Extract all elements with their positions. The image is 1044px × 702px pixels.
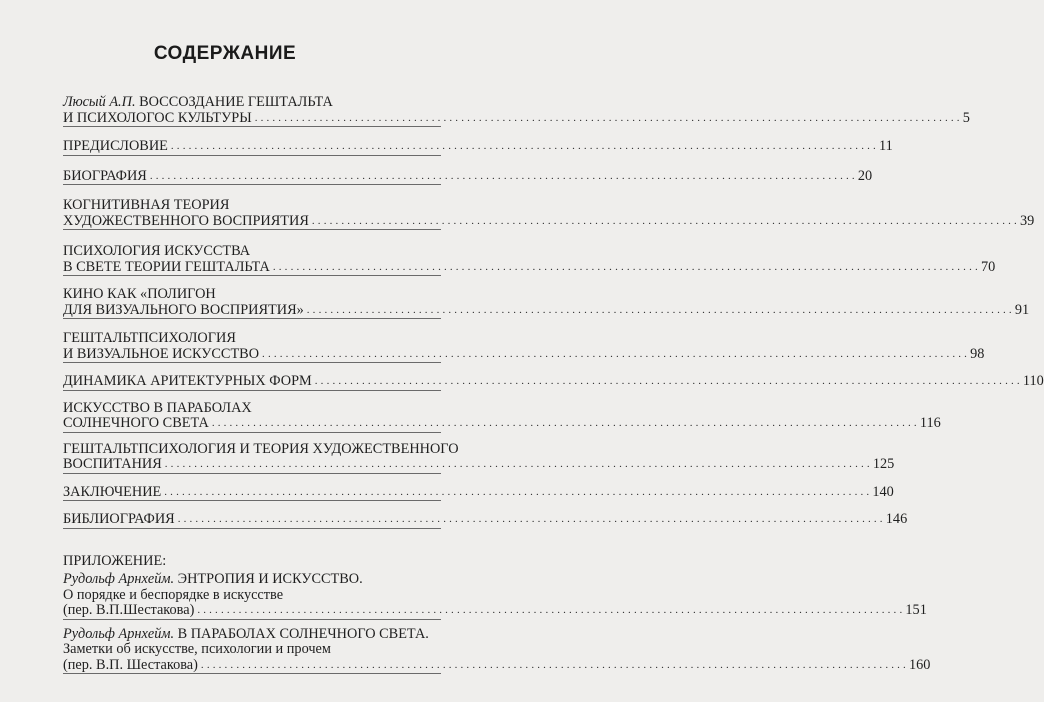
toc-entry-line	[63, 642, 441, 658]
dot-leader: . . . . . . . . . . . . . . . . . . . . . . . . . . . . . . . . . . . . . . . . . . . . . . . . . . . . . . . . . . . . . . . . . . . . . . . . . . . . . . . . . . . . . . . . . . . . . . . . . . . . . . . . . . . . . . . . . . . . . . . .	[170, 140, 876, 152]
toc-entry-title: ВОССОЗДАНИЕ ГЕШТАЛЬТА	[139, 94, 333, 110]
toc-entry-title: И ВИЗУАЛЬНОЕ ИСКУССТВО	[63, 345, 260, 362]
page-number: 116	[919, 415, 941, 431]
toc-entry[interactable]	[63, 474, 894, 502]
toc-entry-line	[63, 198, 441, 214]
toc-entry-line	[63, 511, 908, 528]
toc-entry[interactable]	[63, 185, 1035, 230]
toc-entry-line	[63, 95, 441, 111]
toc-entry-title: И ПСИХОЛОГОС КУЛЬТУРЫ	[63, 109, 252, 126]
toc-entry[interactable]	[63, 363, 1044, 391]
toc-entry-line	[63, 456, 895, 473]
toc-entry[interactable]	[63, 501, 908, 529]
appendix-heading: ПРИЛОЖЕНИЕ:	[63, 552, 167, 569]
page-number: 39	[1019, 212, 1035, 229]
dot-leader: . . . . . . . . . . . . . . . . . . . . . . . . . . . . . . . . . . . . . . . . . . . . . . . . . . . . . . . . . . . . . . . . . . . . . . . . . . . . . . . . . . . . . . . . . . . . . . . . . . . . . . . . . . . . . . . . . . . . . . . .	[149, 169, 855, 182]
toc-entry-title: ПСИХОЛОГИЯ ИСКУССТВА	[63, 243, 251, 259]
dot-leader: . . . . . . . . . . . . . . . . . . . . . . . . . . . . . . . . . . . . . . . . . . . . . . . . . . . . . . . . . . . . . . . . . . . . . . . . . . . . . . . . . . . . . . . . . . . . . . . . . . . . . . . . . . . . . . . . . . . . . . . .	[262, 347, 968, 360]
page-number: 160	[908, 656, 931, 673]
author-name: Рудольф Арнхейм.	[63, 625, 175, 642]
page-number: 70	[980, 258, 996, 275]
toc-entry-title: КОГНИТИВНАЯ ТЕОРИЯ	[63, 197, 230, 213]
toc-entry-line	[63, 627, 441, 643]
toc-entry-title: ЭНТРОПИЯ И ИСКУССТВО.	[177, 571, 363, 587]
toc-entry-line	[63, 244, 441, 260]
toc-entry-line	[63, 588, 441, 604]
page-number: 5	[962, 109, 970, 126]
page-number: 125	[872, 456, 895, 472]
toc-entry-line	[63, 287, 441, 303]
table-of-contents	[63, 94, 1044, 674]
toc-entry-line	[63, 440, 459, 458]
toc-entry-line	[63, 212, 1035, 230]
toc-entry-line	[63, 656, 931, 674]
toc-entry-title: СОЛНЕЧНОГО СВЕТА	[63, 415, 209, 431]
toc-entry[interactable]	[63, 529, 927, 620]
toc-entry[interactable]	[63, 127, 893, 156]
toc-entry-line	[63, 415, 941, 432]
toc-entry-title: ДЛЯ ВИЗУАЛЬНОГО ВОСПРИЯТИЯ»	[63, 301, 304, 318]
dot-leader: . . . . . . . . . . . . . . . . . . . . . . . . . . . . . . . . . . . . . . . . . . . . . . . . . . . . . . . . . . . . . . . . . . . . . . . . . . . . . . . . . . . . . . . . . . . . . . . . . . . . . . . . . . . . . . . . . . . . . . . .	[200, 658, 906, 671]
toc-entry-title: ГЕШТАЛЬТПСИХОЛОГИЯ И ТЕОРИЯ ХУДОЖЕСТВЕННОГО	[63, 440, 459, 457]
page-number: 110	[1022, 373, 1044, 389]
dot-leader: . . . . . . . . . . . . . . . . . . . . . . . . . . . . . . . . . . . . . . . . . . . . . . . . . . . . . . . . . . . . . . . . . . . . . . . . . . . . . . . . . . . . . . . . . . . . . . . . . . . . . . . . . . . . . . . . . . . . . . . .	[314, 375, 1020, 387]
page-number: 140	[872, 483, 894, 500]
toc-entry-line	[63, 258, 996, 276]
toc-entry[interactable]	[63, 94, 970, 127]
dot-leader: . . . . . . . . . . . . . . . . . . . . . . . . . . . . . . . . . . . . . . . . . . . . . . . . . . . . . . . . . . . . . . . . . . . . . . . . . . . . . . . . . . . . . . . . . . . . . . . . . . . . . . . . . . . . . . . . . . . . . . . .	[272, 260, 978, 273]
dot-leader: . . . . . . . . . . . . . . . . . . . . . . . . . . . . . . . . . . . . . . . . . . . . . . . . . . . . . . . . . . . . . . . . . . . . . . . . . . . . . . . . . . . . . . . . . . . . . . . . . . . . . . . . . . . . . . . . . . . . . . . .	[254, 111, 960, 124]
dot-leader: . . . . . . . . . . . . . . . . . . . . . . . . . . . . . . . . . . . . . . . . . . . . . . . . . . . . . . . . . . . . . . . . . . . . . . . . . . . . . . . . . . . . . . . . . . . . . . . . . . . . . . . . . . . . . . . . . . . . . . . .	[164, 458, 870, 470]
author-name: Рудольф Арнхейм.	[63, 571, 175, 587]
toc-entry-title: (пер. В.П.Шестакова)	[63, 602, 195, 618]
dot-leader: . . . . . . . . . . . . . . . . . . . . . . . . . . . . . . . . . . . . . . . . . . . . . . . . . . . . . . . . . . . . . . . . . . . . . . . . . . . . . . . . . . . . . . . . . . . . . . . . . . . . . . . . . . . . . . . . . . . . . . . .	[197, 604, 903, 616]
toc-entry-line	[63, 483, 894, 501]
toc-entry-title: ХУДОЖЕСТВЕННОГО ВОСПРИЯТИЯ	[63, 212, 309, 229]
toc-entry-title: (пер. В.П. Шестакова)	[63, 656, 198, 673]
toc-entry-line	[63, 373, 1044, 390]
toc-entry-title: Заметки об искусстве, психологии и прочем	[63, 641, 331, 657]
toc-entry-line	[63, 109, 970, 127]
toc-entry-line	[63, 572, 441, 588]
page-number: 20	[857, 167, 873, 184]
author-name: Люсый А.П.	[63, 94, 136, 110]
toc-entry-line	[63, 167, 873, 185]
toc-entry[interactable]	[63, 156, 873, 186]
toc-entry[interactable]	[63, 276, 1030, 319]
toc-entry-title: В ПАРАБОЛАХ СОЛНЕЧНОГО СВЕТА.	[177, 625, 429, 642]
toc-entry-title: ГЕШТАЛЬТПСИХОЛОГИЯ	[63, 330, 236, 346]
toc-entry-line	[63, 345, 985, 363]
dot-leader: . . . . . . . . . . . . . . . . . . . . . . . . . . . . . . . . . . . . . . . . . . . . . . . . . . . . . . . . . . . . . . . . . . . . . . . . . . . . . . . . . . . . . . . . . . . . . . . . . . . . . . . . . . . . . . . . . . . . . . . .	[177, 513, 883, 525]
page-number: 98	[970, 345, 985, 362]
page-number: 151	[905, 602, 927, 618]
toc-entry[interactable]	[63, 230, 996, 276]
toc-entry[interactable]	[63, 433, 895, 474]
dot-leader: . . . . . . . . . . . . . . . . . . . . . . . . . . . . . . . . . . . . . . . . . . . . . . . . . . . . . . . . . . . . . . . . . . . . . . . . . . . . . . . . . . . . . . . . . . . . . . . . . . . . . . . . . . . . . . . . . . . . . . . .	[211, 417, 917, 429]
toc-entry[interactable]	[63, 391, 941, 433]
toc-entry-title: ПРЕДИСЛОВИЕ	[63, 138, 168, 154]
toc-entry-title: О порядке и беспорядке в искусстве	[63, 586, 284, 603]
toc-entry[interactable]	[63, 620, 931, 675]
toc-entry-title: ЗАКЛЮЧЕНИЕ	[63, 483, 162, 500]
dot-leader: . . . . . . . . . . . . . . . . . . . . . . . . . . . . . . . . . . . . . . . . . . . . . . . . . . . . . . . . . . . . . . . . . . . . . . . . . . . . . . . . . . . . . . . . . . . . . . . . . . . . . . . . . . . . . . . . . . . . . . . .	[306, 303, 1012, 316]
page-number: 11	[878, 138, 893, 154]
contents-heading: СОДЕРЖАНИЕ	[153, 43, 297, 64]
toc-entry-title: ДИНАМИКА АРИТЕКТУРНЫХ ФОРМ	[63, 373, 312, 389]
toc-entry-title: ВОСПИТАНИЯ	[63, 456, 162, 472]
toc-entry-line	[63, 331, 441, 347]
toc-entry-title: ИСКУССТВО В ПАРАБОЛАХ	[63, 399, 252, 416]
dot-leader: . . . . . . . . . . . . . . . . . . . . . . . . . . . . . . . . . . . . . . . . . . . . . . . . . . . . . . . . . . . . . . . . . . . . . . . . . . . . . . . . . . . . . . . . . . . . . . . . . . . . . . . . . . . . . . . . . . . . . . . .	[311, 214, 1017, 227]
dot-leader: . . . . . . . . . . . . . . . . . . . . . . . . . . . . . . . . . . . . . . . . . . . . . . . . . . . . . . . . . . . . . . . . . . . . . . . . . . . . . . . . . . . . . . . . . . . . . . . . . . . . . . . . . . . . . . . . . . . . . . . .	[164, 485, 870, 498]
toc-entry-title: БИБЛИОГРАФИЯ	[63, 511, 175, 527]
toc-entry-title: В СВЕТЕ ТЕОРИИ ГЕШТАЛЬТА	[63, 258, 270, 275]
toc-entry-line	[63, 602, 927, 619]
toc-entry[interactable]	[63, 319, 985, 363]
page-number: 91	[1014, 301, 1030, 318]
toc-entry-title: КИНО КАК «ПОЛИГОН	[63, 286, 216, 302]
toc-entry-title: БИОГРАФИЯ	[63, 167, 147, 184]
toc-entry-line	[63, 301, 1030, 319]
toc-entry-line	[63, 138, 893, 155]
page-number: 146	[885, 511, 908, 527]
toc-entry-line	[63, 401, 441, 417]
